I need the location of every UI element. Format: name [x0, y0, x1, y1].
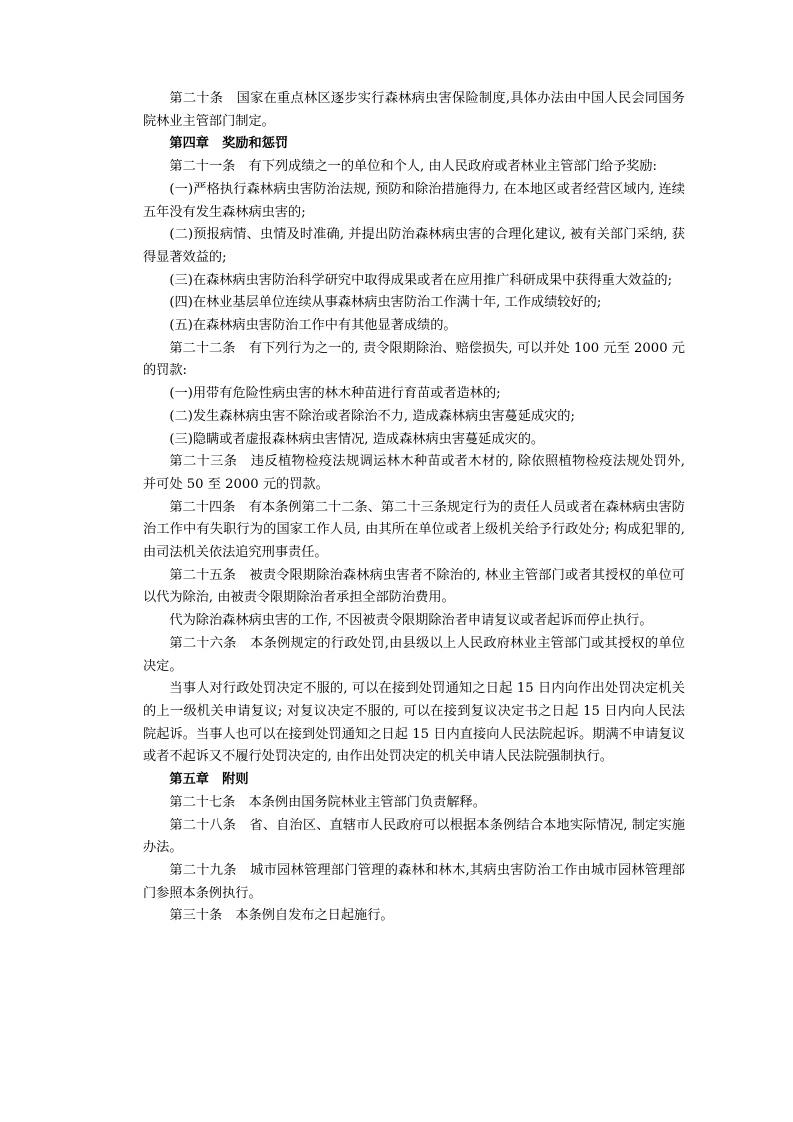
paragraph: (三)在森林病虫害防治科学研究中取得成果或者在应用推广科研成果中获得重大效益的;	[169, 272, 673, 288]
paragraph: 第二十八条 省、自治区、直辖市人民政府可以根据本条例结合本地实际情况, 制定实施办法。	[143, 817, 685, 856]
paragraph: 第二十七条 本条例由国务院林业主管部门负责解释。	[169, 794, 486, 810]
paragraph: 代为除治森林病虫害的工作, 不因被责令限期除治者申请复议或者起诉而停止执行。	[169, 613, 653, 629]
paragraph: (五)在森林病虫害防治工作中有其他显著成绩的。	[169, 318, 457, 334]
document-body	[143, 88, 685, 928]
paragraph: 第二十六条 本条例规定的行政处罚,由县级以上人民政府林业主管部门或其授权的单位决定。	[143, 635, 685, 674]
chapter-heading-five: 第五章 附则	[169, 772, 249, 788]
paragraph: (二)预报病情、虫情及时准确, 并提出防治森林病虫害的合理化建议, 被有关部门采纳, 获得显著效益的;	[143, 227, 685, 265]
paragraph: (三)隐瞒或者虚报森林病虫害情况, 造成森林病虫害蔓延成灾的。	[169, 431, 545, 447]
paragraph: 第二十一条 有下列成绩之一的单位和个人, 由人民政府或者林业主管部门给予奖励:	[169, 159, 657, 175]
paragraph: 当事人对行政处罚决定不服的, 可以在接到处罚通知之日起 15 日内向作出处罚决定机关的上一级机关申请复议; 对复议决定不服的, 可以在接到复议决定书之日起 15 日内向人民法院起诉。当事人也可以在接到处罚通知之日起 15 日内直接向人民法院起诉。期满不申请复议或者不起诉又不履行处罚决定的, 由作出处罚决定的机关申请人民法院强制执行。	[143, 681, 685, 765]
paragraph: 第二十九条 城市园林管理部门管理的森林和林木,其病虫害防治工作由城市园林管理部门参照本条例执行。	[143, 862, 685, 901]
paragraph: 第二十条 国家在重点林区逐步实行森林病虫害保险制度,具体办法由中国人民会同国务院林业主管部门制定。	[143, 91, 685, 129]
paragraph: 第二十二条 有下列行为之一的, 责令限期除治、赔偿损失, 可以并处 100 元至 2000 元的罚款:	[143, 340, 685, 379]
chapter-heading-four: 第四章 奖励和惩罚	[169, 136, 289, 152]
paragraph: (一)用带有危险性病虫害的林木种苗进行育苗或者造林的;	[169, 386, 501, 402]
paragraph: (四)在林业基层单位连续从事森林病虫害防治工作满十年, 工作成绩较好的;	[169, 295, 602, 311]
paragraph: (一)严格执行森林病虫害防治法规, 预防和除治措施得力, 在本地区或者经营区域内, 连续五年没有发生森林病虫害的;	[143, 181, 685, 220]
paragraph: 第二十五条 被责令限期除治森林病虫害者不除治的, 林业主管部门或者其授权的单位可以代为除治, 由被责令限期除治者承担全部防治费用。	[143, 567, 685, 606]
paragraph: 第二十四条 有本条例第二十二条、第二十三条规定行为的责任人员或者在森林病虫害防治工作中有失职行为的国家工作人员, 由其所在单位或者上级机关给予行政处分; 构成犯罪的, 由司法机关依法追究刑事责任。	[143, 499, 685, 561]
paragraph: 第三十条 本条例自发布之日起施行。	[169, 908, 394, 924]
paragraph: 第二十三条 违反植物检疫法规调运林木种苗或者木材的, 除依照植物检疫法规处罚外, 并可处 50 至 2000 元的罚款。	[143, 454, 685, 492]
paragraph: (二)发生森林病虫害不除治或者除治不力, 造成森林病虫害蔓延成灾的;	[169, 408, 575, 424]
